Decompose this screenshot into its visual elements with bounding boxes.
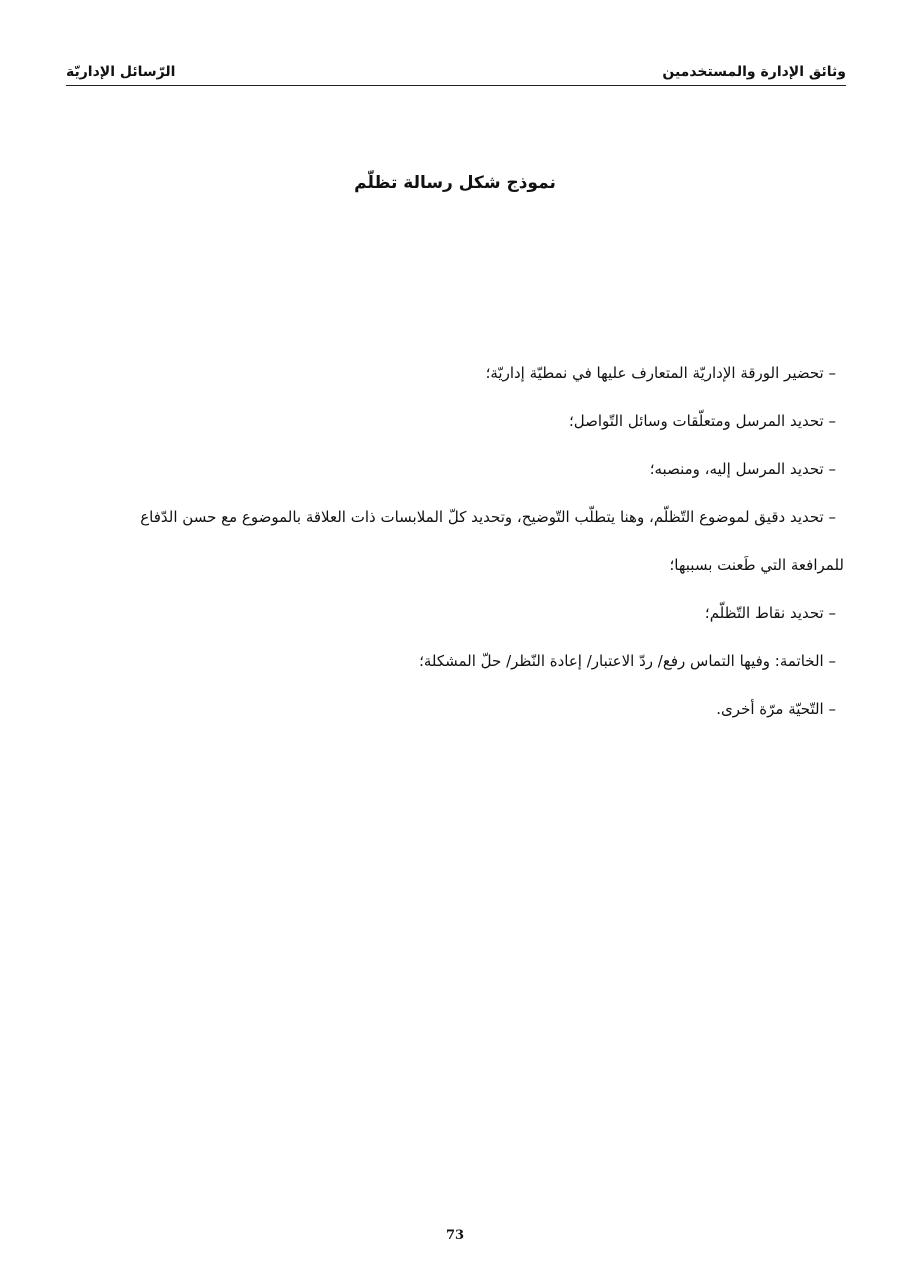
list-item: – تحديد دقيق لموضوع التّظلّم، وهنا يتطلّب التّوضيح، وتحديد كلّ الملابسات ذات العلاقة بالموضوع مع حسن الدّفاع xyxy=(140,508,836,526)
running-header xyxy=(66,58,846,86)
list-item: – تحديد المرسل ومتعلّقات وسائل التّواصل؛ xyxy=(569,412,836,430)
header-book-title: وثائق الإدارة والمستخدمين xyxy=(662,64,846,80)
list-item-continuation: للمرافعة التي طَعنت بسببها؛ xyxy=(669,556,844,574)
list-item: – تحضير الورقة الإداريّة المتعارف عليها في نمطيّة إداريّة؛ xyxy=(485,364,836,382)
header-section-title: الرّسائل الإداريّة xyxy=(66,64,176,80)
list-item: – تحديد نقاط التّظلّم؛ xyxy=(704,604,836,622)
list-item: – الخاتمة: وفيها التماس رفع/ ردّ الاعتبار/ إعادة النّظر/ حلّ المشكلة؛ xyxy=(419,652,836,670)
page-number: 73 xyxy=(445,1228,465,1243)
page-title: نموذج شكل رسالة تظلّم xyxy=(354,173,556,193)
list-item: – تحديد المرسل إليه، ومنصبه؛ xyxy=(649,460,836,478)
body-list xyxy=(66,360,844,744)
list-item: – التّحيّة مرّة أخرى. xyxy=(716,700,836,718)
